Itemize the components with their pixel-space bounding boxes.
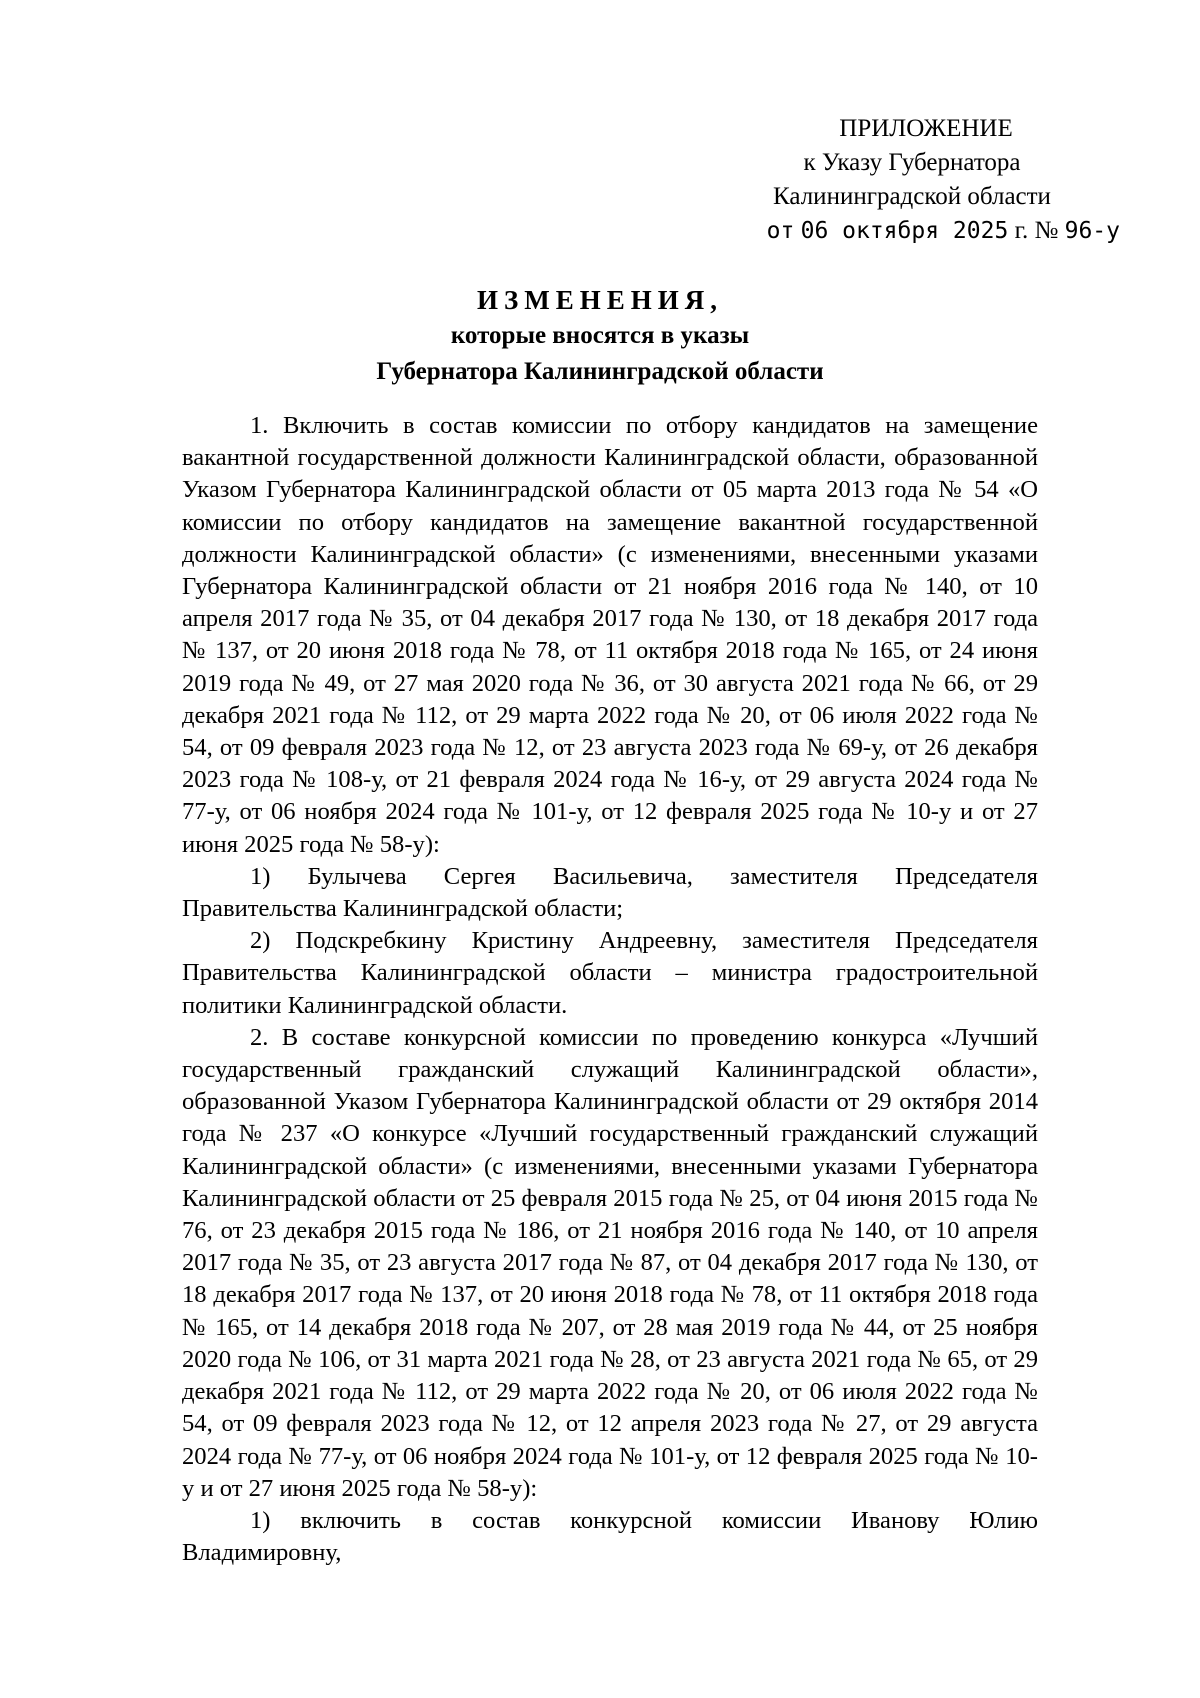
appendix-ref: к Указу Губернатора bbox=[803, 149, 1021, 176]
paragraph-subitem-1-2: 2) Подскребкину Кристину Андреевну, заместителя Председателя Правительства Калининградской области – министра градостроительной политики Калининградской области. bbox=[182, 927, 1038, 1019]
appendix-date-prefix: от bbox=[766, 218, 795, 244]
paragraph-item-1: 1. Включить в состав комиссии по отбору кандидатов на замещение вакантной государственной должности Калининградской области, образованной Указом Губернатора Калининградской области от 05 марта 2013 года № 54 «О комиссии по отбору кандидатов на замещение вакантной государственной должности Калининградской области» (с изменениями, внесенными указами Губернатора Калининградской области от 21 ноября 2016 года № 140, от 10 апреля 2017 года № 35, от 04 декабря 2017 года № 130, от 18 декабря 2017 года № 137, от 20 июня 2018 года № 78, от 11 октября 2018 года № 165, от 24 июня 2019 года № 49, от 27 мая 2020 года № 36, от 30 августа 2021 года № 66, от 29 декабря 2021 года № 112, от 29 марта 2022 года № 20, от 06 июля 2022 года № 54, от 09 февраля 2023 года № 12, от 23 августа 2023 года № 69-у, от 26 декабря 2023 года № 108-у, от 21 февраля 2024 года № 16-у, от 29 августа 2024 года № 77-у, от 06 ноября 2024 года № 101-у, от 12 февраля 2025 года № 10-у и от 27 июня 2025 года № 58-у): bbox=[182, 412, 1038, 858]
paragraph-subitem-2-1: 1) включить в состав конкурсной комиссии Иванову Юлию Владимировну, bbox=[182, 1506, 1038, 1567]
appendix-title: ПРИЛОЖЕНИЕ bbox=[839, 115, 1013, 142]
document-heading bbox=[180, 282, 1020, 390]
appendix-block bbox=[692, 112, 1120, 248]
paragraph-subitem-1-1: 1) Булычева Сергея Васильевича, заместителя Председателя Правительства Калининградской области; bbox=[182, 862, 1038, 923]
heading-subtitle-1: которые вносятся в указы bbox=[450, 322, 750, 349]
heading-subtitle-2: Губернатора Калининградской области bbox=[376, 358, 824, 385]
appendix-date-line bbox=[692, 214, 1120, 248]
appendix-number: 96-у bbox=[1064, 218, 1120, 244]
document-body bbox=[182, 410, 1038, 1569]
paragraph-item-2: 2. В составе конкурсной комиссии по проведению конкурса «Лучший государственный гражданский служащий Калининградской области», образованной Указом Губернатора Калининградской области от 29 октября 2014 года № 237 «О конкурсе «Лучший государственный гражданский служащий Калининградской области» (с изменениями, внесенными указами Губернатора Калининградской области от 25 февраля 2015 года № 25, от 04 июня 2015 года № 76, от 23 декабря 2015 года № 186, от 21 ноября 2016 года № 140, от 10 апреля 2017 года № 35, от 23 августа 2017 года № 87, от 04 декабря 2017 года № 130, от 18 декабря 2017 года № 137, от 20 июня 2018 года № 78, от 11 октября 2018 года № 165, от 14 декабря 2018 года № 207, от 28 мая 2019 года № 44, от 25 ноября 2020 года № 106, от 31 марта 2021 года № 28, от 23 августа 2021 года № 65, от 29 декабря 2021 года № 112, от 29 марта 2022 года № 20, от 06 июля 2022 года № 54, от 09 февраля 2023 года № 12, от 12 апреля 2023 года № 27, от 29 августа 2024 года № 77-у, от 06 ноября 2024 года № 101-у, от 12 февраля 2025 года № 10-у и от 27 июня 2025 года № 58-у): bbox=[182, 1023, 1038, 1502]
appendix-date-g: г. № bbox=[1014, 217, 1059, 244]
heading-title: ИЗМЕНЕНИЯ, bbox=[476, 285, 723, 315]
appendix-date-value: 06 октября 2025 bbox=[800, 218, 1009, 244]
appendix-region: Калининградской области bbox=[773, 183, 1051, 210]
